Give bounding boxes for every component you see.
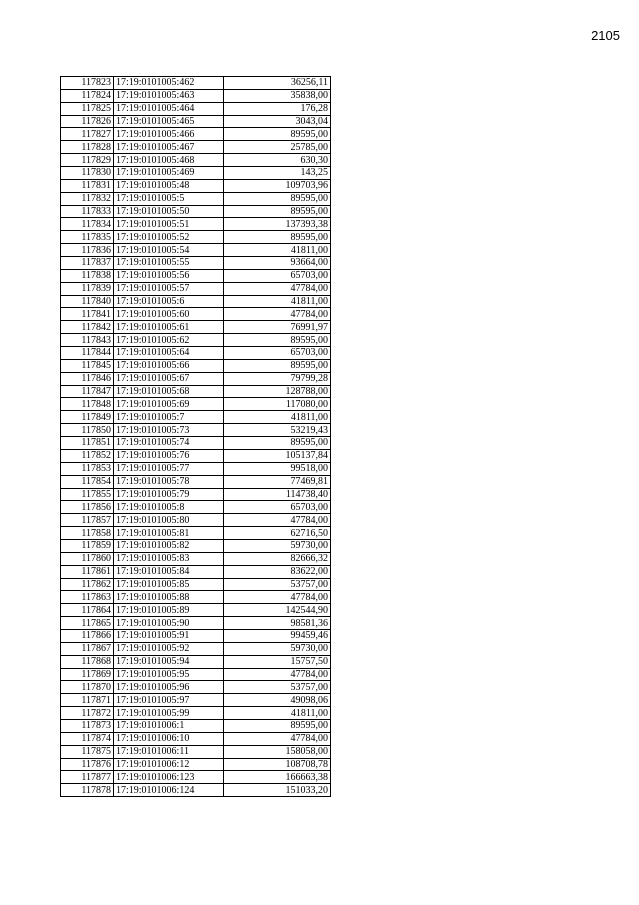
cadastral-value-cell: 98581,36	[224, 617, 331, 630]
table-row	[61, 539, 331, 552]
cadastral-value-cell: 76991,97	[224, 321, 331, 334]
cadastral-value-cell: 47784,00	[224, 668, 331, 681]
cadastral-value-cell: 151033,20	[224, 784, 331, 797]
row-number-cell: 117872	[61, 707, 114, 720]
row-number-cell: 117850	[61, 424, 114, 437]
cadastral-value-cell: 53219,43	[224, 424, 331, 437]
row-number-cell: 117876	[61, 758, 114, 771]
table-row	[61, 784, 331, 797]
cadastral-value-cell: 89595,00	[224, 128, 331, 141]
cadastral-number-cell: 17:19:0101005:469	[114, 167, 224, 180]
cadastral-number-cell: 17:19:0101005:67	[114, 372, 224, 385]
row-number-cell: 117839	[61, 282, 114, 295]
table-row	[61, 668, 331, 681]
row-number-cell: 117826	[61, 115, 114, 128]
cadastral-value-cell: 142544,90	[224, 604, 331, 617]
cadastral-number-cell: 17:19:0101005:468	[114, 154, 224, 167]
cadastral-number-cell: 17:19:0101005:56	[114, 269, 224, 282]
table-row	[61, 462, 331, 475]
table-row	[61, 681, 331, 694]
row-number-cell: 117854	[61, 475, 114, 488]
cadastral-value-cell: 83622,00	[224, 565, 331, 578]
row-number-cell: 117830	[61, 167, 114, 180]
cadastral-number-cell: 17:19:0101005:89	[114, 604, 224, 617]
table-row	[61, 514, 331, 527]
cadastral-number-cell: 17:19:0101005:64	[114, 347, 224, 360]
row-number-cell: 117828	[61, 141, 114, 154]
cadastral-value-cell: 89595,00	[224, 359, 331, 372]
cadastral-value-cell: 117080,00	[224, 398, 331, 411]
row-number-cell: 117836	[61, 244, 114, 257]
cadastral-number-cell: 17:19:0101005:464	[114, 102, 224, 115]
table-row	[61, 231, 331, 244]
cadastral-number-cell: 17:19:0101005:6	[114, 295, 224, 308]
cadastral-number-cell: 17:19:0101006:10	[114, 732, 224, 745]
row-number-cell: 117847	[61, 385, 114, 398]
row-number-cell: 117865	[61, 617, 114, 630]
cadastral-number-cell: 17:19:0101005:68	[114, 385, 224, 398]
cadastral-number-cell: 17:19:0101005:80	[114, 514, 224, 527]
table-row	[61, 192, 331, 205]
row-number-cell: 117831	[61, 179, 114, 192]
table-row	[61, 437, 331, 450]
cadastral-number-cell: 17:19:0101005:96	[114, 681, 224, 694]
table-row	[61, 308, 331, 321]
table-row	[61, 488, 331, 501]
cadastral-number-cell: 17:19:0101006:123	[114, 771, 224, 784]
cadastral-value-cell: 65703,00	[224, 269, 331, 282]
table-row	[61, 359, 331, 372]
table-row	[61, 629, 331, 642]
cadastral-value-cell: 143,25	[224, 167, 331, 180]
cadastral-value-cell: 65703,00	[224, 347, 331, 360]
cadastral-value-cell: 128788,00	[224, 385, 331, 398]
row-number-cell: 117837	[61, 257, 114, 270]
cadastral-value-cell: 65703,00	[224, 501, 331, 514]
row-number-cell: 117848	[61, 398, 114, 411]
row-number-cell: 117833	[61, 205, 114, 218]
cadastral-value-cell: 59730,00	[224, 539, 331, 552]
row-number-cell: 117857	[61, 514, 114, 527]
cadastral-value-cell: 89595,00	[224, 231, 331, 244]
cadastral-number-cell: 17:19:0101005:90	[114, 617, 224, 630]
table-row	[61, 411, 331, 424]
table-row	[61, 591, 331, 604]
row-number-cell: 117829	[61, 154, 114, 167]
cadastral-number-cell: 17:19:0101005:97	[114, 694, 224, 707]
cadastral-value-cell: 47784,00	[224, 308, 331, 321]
cadastral-number-cell: 17:19:0101005:52	[114, 231, 224, 244]
row-number-cell: 117841	[61, 308, 114, 321]
table-row	[61, 372, 331, 385]
table-row	[61, 77, 331, 90]
row-number-cell: 117870	[61, 681, 114, 694]
row-number-cell: 117842	[61, 321, 114, 334]
cadastral-number-cell: 17:19:0101005:57	[114, 282, 224, 295]
table-row	[61, 89, 331, 102]
row-number-cell: 117873	[61, 719, 114, 732]
cadastral-value-cell: 41811,00	[224, 244, 331, 257]
table-row	[61, 719, 331, 732]
table-row	[61, 745, 331, 758]
cadastral-number-cell: 17:19:0101006:1	[114, 719, 224, 732]
cadastral-value-table	[60, 76, 331, 797]
cadastral-number-cell: 17:19:0101005:94	[114, 655, 224, 668]
row-number-cell: 117866	[61, 629, 114, 642]
table-row	[61, 771, 331, 784]
row-number-cell: 117840	[61, 295, 114, 308]
table-row	[61, 552, 331, 565]
row-number-cell: 117859	[61, 539, 114, 552]
cadastral-number-cell: 17:19:0101005:83	[114, 552, 224, 565]
cadastral-number-cell: 17:19:0101005:463	[114, 89, 224, 102]
row-number-cell: 117874	[61, 732, 114, 745]
table-row	[61, 102, 331, 115]
row-number-cell: 117838	[61, 269, 114, 282]
cadastral-number-cell: 17:19:0101006:124	[114, 784, 224, 797]
cadastral-value-cell: 15757,50	[224, 655, 331, 668]
cadastral-number-cell: 17:19:0101005:81	[114, 527, 224, 540]
row-number-cell: 117823	[61, 77, 114, 90]
cadastral-value-cell: 36256,11	[224, 77, 331, 90]
table-row	[61, 128, 331, 141]
row-number-cell: 117843	[61, 334, 114, 347]
cadastral-value-cell: 25785,00	[224, 141, 331, 154]
row-number-cell: 117864	[61, 604, 114, 617]
cadastral-number-cell: 17:19:0101005:7	[114, 411, 224, 424]
cadastral-number-cell: 17:19:0101005:88	[114, 591, 224, 604]
table-row	[61, 398, 331, 411]
cadastral-number-cell: 17:19:0101005:84	[114, 565, 224, 578]
table-row	[61, 205, 331, 218]
row-number-cell: 117852	[61, 449, 114, 462]
row-number-cell: 117827	[61, 128, 114, 141]
row-number-cell: 117855	[61, 488, 114, 501]
cadastral-value-cell: 41811,00	[224, 707, 331, 720]
row-number-cell: 117877	[61, 771, 114, 784]
row-number-cell: 117863	[61, 591, 114, 604]
table-row	[61, 501, 331, 514]
table-row	[61, 179, 331, 192]
table-row	[61, 565, 331, 578]
cadastral-value-cell: 59730,00	[224, 642, 331, 655]
cadastral-value-cell: 82666,32	[224, 552, 331, 565]
cadastral-value-cell: 35838,00	[224, 89, 331, 102]
cadastral-number-cell: 17:19:0101005:462	[114, 77, 224, 90]
cadastral-value-cell: 166663,38	[224, 771, 331, 784]
table-row	[61, 295, 331, 308]
cadastral-value-cell: 99459,46	[224, 629, 331, 642]
table-row	[61, 424, 331, 437]
cadastral-value-cell: 47784,00	[224, 732, 331, 745]
table-row	[61, 604, 331, 617]
row-number-cell: 117860	[61, 552, 114, 565]
row-number-cell: 117858	[61, 527, 114, 540]
cadastral-value-cell: 137393,38	[224, 218, 331, 231]
table-body	[61, 77, 331, 797]
cadastral-value-cell: 105137,84	[224, 449, 331, 462]
cadastral-number-cell: 17:19:0101005:50	[114, 205, 224, 218]
row-number-cell: 117824	[61, 89, 114, 102]
cadastral-number-cell: 17:19:0101005:8	[114, 501, 224, 514]
cadastral-number-cell: 17:19:0101005:77	[114, 462, 224, 475]
row-number-cell: 117871	[61, 694, 114, 707]
row-number-cell: 117856	[61, 501, 114, 514]
cadastral-value-cell: 89595,00	[224, 437, 331, 450]
table-row	[61, 655, 331, 668]
table-row	[61, 167, 331, 180]
cadastral-number-cell: 17:19:0101005:79	[114, 488, 224, 501]
cadastral-number-cell: 17:19:0101006:11	[114, 745, 224, 758]
table-row	[61, 218, 331, 231]
cadastral-number-cell: 17:19:0101005:76	[114, 449, 224, 462]
table-row	[61, 321, 331, 334]
cadastral-number-cell: 17:19:0101005:467	[114, 141, 224, 154]
table-row	[61, 347, 331, 360]
cadastral-number-cell: 17:19:0101005:74	[114, 437, 224, 450]
cadastral-number-cell: 17:19:0101005:82	[114, 539, 224, 552]
cadastral-number-cell: 17:19:0101005:91	[114, 629, 224, 642]
row-number-cell: 117878	[61, 784, 114, 797]
cadastral-number-cell: 17:19:0101005:92	[114, 642, 224, 655]
cadastral-value-cell: 77469,81	[224, 475, 331, 488]
row-number-cell: 117851	[61, 437, 114, 450]
table-row	[61, 154, 331, 167]
cadastral-value-cell: 53757,00	[224, 578, 331, 591]
row-number-cell: 117862	[61, 578, 114, 591]
cadastral-number-cell: 17:19:0101005:99	[114, 707, 224, 720]
cadastral-number-cell: 17:19:0101005:51	[114, 218, 224, 231]
cadastral-value-cell: 49098,06	[224, 694, 331, 707]
table-row	[61, 115, 331, 128]
cadastral-number-cell: 17:19:0101005:466	[114, 128, 224, 141]
cadastral-value-cell: 3043,04	[224, 115, 331, 128]
cadastral-number-cell: 17:19:0101005:55	[114, 257, 224, 270]
row-number-cell: 117846	[61, 372, 114, 385]
cadastral-number-cell: 17:19:0101005:78	[114, 475, 224, 488]
cadastral-value-cell: 47784,00	[224, 514, 331, 527]
cadastral-value-cell: 99518,00	[224, 462, 331, 475]
cadastral-number-cell: 17:19:0101005:95	[114, 668, 224, 681]
cadastral-number-cell: 17:19:0101005:48	[114, 179, 224, 192]
page-number: 2105	[591, 28, 620, 43]
table-row	[61, 141, 331, 154]
table-row	[61, 758, 331, 771]
table-row	[61, 475, 331, 488]
cadastral-number-cell: 17:19:0101005:73	[114, 424, 224, 437]
cadastral-number-cell: 17:19:0101005:66	[114, 359, 224, 372]
cadastral-value-cell: 89595,00	[224, 334, 331, 347]
cadastral-value-cell: 158058,00	[224, 745, 331, 758]
table-row	[61, 694, 331, 707]
row-number-cell: 117875	[61, 745, 114, 758]
row-number-cell: 117835	[61, 231, 114, 244]
table-row	[61, 334, 331, 347]
table-row	[61, 244, 331, 257]
cadastral-value-cell: 89595,00	[224, 192, 331, 205]
cadastral-value-cell: 47784,00	[224, 591, 331, 604]
cadastral-value-cell: 89595,00	[224, 719, 331, 732]
cadastral-number-cell: 17:19:0101006:12	[114, 758, 224, 771]
cadastral-value-cell: 62716,50	[224, 527, 331, 540]
cadastral-value-cell: 630,30	[224, 154, 331, 167]
row-number-cell: 117834	[61, 218, 114, 231]
table-row	[61, 385, 331, 398]
row-number-cell: 117853	[61, 462, 114, 475]
row-number-cell: 117867	[61, 642, 114, 655]
cadastral-value-cell: 47784,00	[224, 282, 331, 295]
table-row	[61, 449, 331, 462]
row-number-cell: 117844	[61, 347, 114, 360]
cadastral-value-cell: 41811,00	[224, 411, 331, 424]
table-row	[61, 269, 331, 282]
table-row	[61, 617, 331, 630]
cadastral-value-cell: 53757,00	[224, 681, 331, 694]
cadastral-value-cell: 109703,96	[224, 179, 331, 192]
table-row	[61, 578, 331, 591]
table-row	[61, 257, 331, 270]
cadastral-value-cell: 114738,40	[224, 488, 331, 501]
row-number-cell: 117861	[61, 565, 114, 578]
cadastral-number-cell: 17:19:0101005:5	[114, 192, 224, 205]
table-row	[61, 642, 331, 655]
cadastral-value-cell: 89595,00	[224, 205, 331, 218]
cadastral-number-cell: 17:19:0101005:69	[114, 398, 224, 411]
cadastral-value-cell: 108708,78	[224, 758, 331, 771]
cadastral-value-cell: 41811,00	[224, 295, 331, 308]
cadastral-value-cell: 93664,00	[224, 257, 331, 270]
cadastral-number-cell: 17:19:0101005:54	[114, 244, 224, 257]
cadastral-number-cell: 17:19:0101005:60	[114, 308, 224, 321]
cadastral-value-cell: 176,28	[224, 102, 331, 115]
cadastral-number-cell: 17:19:0101005:62	[114, 334, 224, 347]
row-number-cell: 117845	[61, 359, 114, 372]
cadastral-number-cell: 17:19:0101005:465	[114, 115, 224, 128]
cadastral-value-cell: 79799,28	[224, 372, 331, 385]
table-row	[61, 527, 331, 540]
cadastral-number-cell: 17:19:0101005:85	[114, 578, 224, 591]
table-row	[61, 732, 331, 745]
row-number-cell: 117868	[61, 655, 114, 668]
cadastral-number-cell: 17:19:0101005:61	[114, 321, 224, 334]
row-number-cell: 117832	[61, 192, 114, 205]
row-number-cell: 117849	[61, 411, 114, 424]
row-number-cell: 117869	[61, 668, 114, 681]
row-number-cell: 117825	[61, 102, 114, 115]
table-row	[61, 282, 331, 295]
table-row	[61, 707, 331, 720]
